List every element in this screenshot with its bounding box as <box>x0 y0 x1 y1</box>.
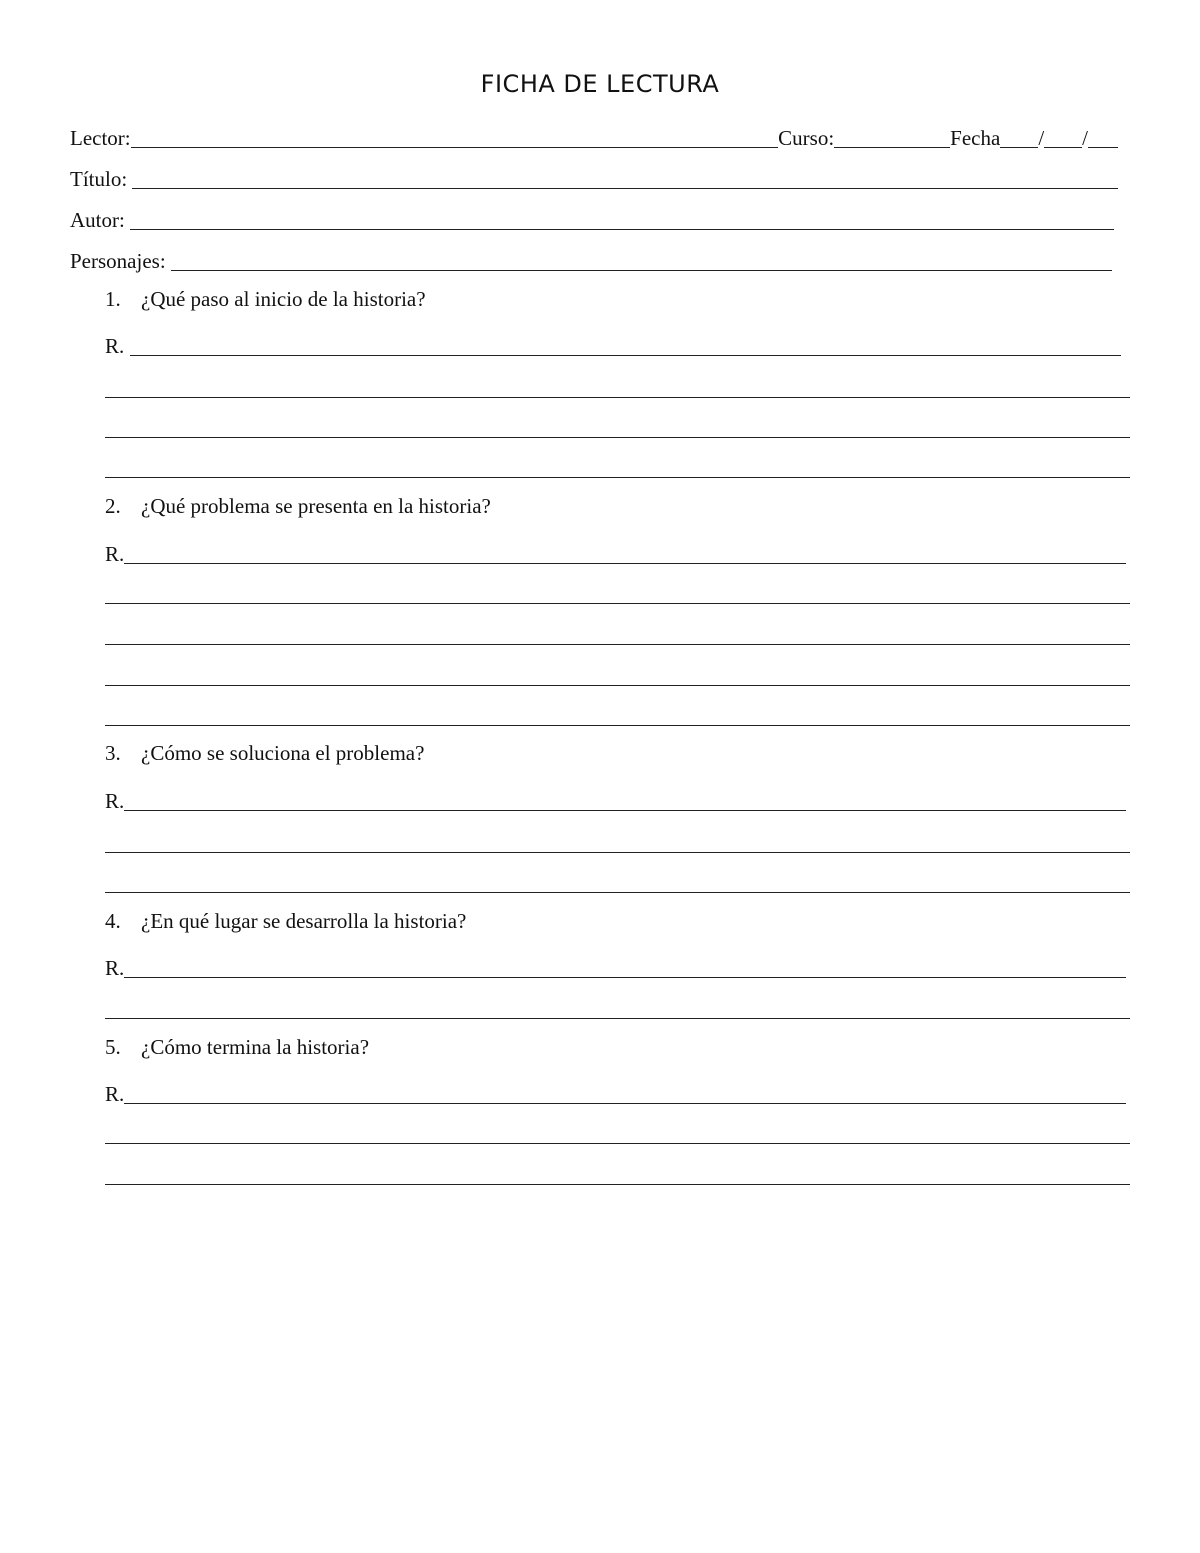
personajes-row <box>70 245 1112 273</box>
fecha-month-field[interactable] <box>1044 125 1082 148</box>
fecha-year-field[interactable] <box>1088 125 1118 148</box>
question-number: 5. <box>105 1035 121 1059</box>
question-number: 2. <box>105 494 121 518</box>
answer-field[interactable] <box>124 788 1126 811</box>
answer-line[interactable] <box>105 724 1130 726</box>
answer-prefix: R. <box>105 334 125 358</box>
answer-field[interactable] <box>124 955 1126 978</box>
answer-prefix: R. <box>105 789 125 813</box>
question-number: 4. <box>105 909 121 933</box>
answer-prefix: R. <box>105 956 125 980</box>
answer-field[interactable] <box>130 333 1121 356</box>
answer-line[interactable] <box>105 1183 1130 1185</box>
answer-row <box>105 785 1126 813</box>
answer-field[interactable] <box>124 541 1126 564</box>
answer-row <box>105 1078 1126 1106</box>
answer-line[interactable] <box>105 396 1130 398</box>
question-text: ¿Qué paso al inicio de la historia? <box>141 287 426 311</box>
question-number: 1. <box>105 287 121 311</box>
answer-line[interactable] <box>105 684 1130 686</box>
answer-field[interactable] <box>124 1081 1126 1104</box>
answer-row <box>105 330 1121 358</box>
answer-line[interactable] <box>105 476 1130 478</box>
answer-line[interactable] <box>105 1017 1130 1019</box>
answer-row <box>105 952 1126 980</box>
titulo-row <box>70 163 1118 191</box>
titulo-label: Título: <box>70 167 128 191</box>
curso-label: Curso: <box>778 126 835 150</box>
fecha-day-field[interactable] <box>1000 125 1038 148</box>
question-text: ¿Cómo termina la historia? <box>141 1035 370 1059</box>
answer-row <box>105 538 1126 566</box>
question-text: ¿Qué problema se presenta en la historia? <box>141 494 491 518</box>
answer-line[interactable] <box>105 602 1130 604</box>
date-separator: / <box>1082 126 1088 150</box>
answer-line[interactable] <box>105 891 1130 893</box>
personajes-label: Personajes: <box>70 249 166 273</box>
answer-prefix: R. <box>105 1082 125 1106</box>
titulo-field[interactable] <box>132 166 1118 189</box>
lector-label: Lector: <box>70 126 131 150</box>
lector-row <box>70 122 1118 150</box>
autor-label: Autor: <box>70 208 125 232</box>
answer-line[interactable] <box>105 436 1130 438</box>
fecha-label: Fecha <box>950 126 1001 150</box>
curso-field[interactable] <box>834 125 950 148</box>
personajes-field[interactable] <box>171 248 1112 271</box>
answer-line[interactable] <box>105 1142 1130 1144</box>
answer-line[interactable] <box>105 643 1130 645</box>
answer-prefix: R. <box>105 542 125 566</box>
question-text: ¿En qué lugar se desarrolla la historia? <box>141 909 467 933</box>
lector-field[interactable] <box>131 125 779 148</box>
autor-field[interactable] <box>130 207 1114 230</box>
page-title: FICHA DE LECTURA <box>480 70 720 98</box>
question-number: 3. <box>105 741 121 765</box>
question-text: ¿Cómo se soluciona el problema? <box>141 741 425 765</box>
answer-line[interactable] <box>105 851 1130 853</box>
autor-row <box>70 204 1114 232</box>
date-separator: / <box>1038 126 1045 150</box>
